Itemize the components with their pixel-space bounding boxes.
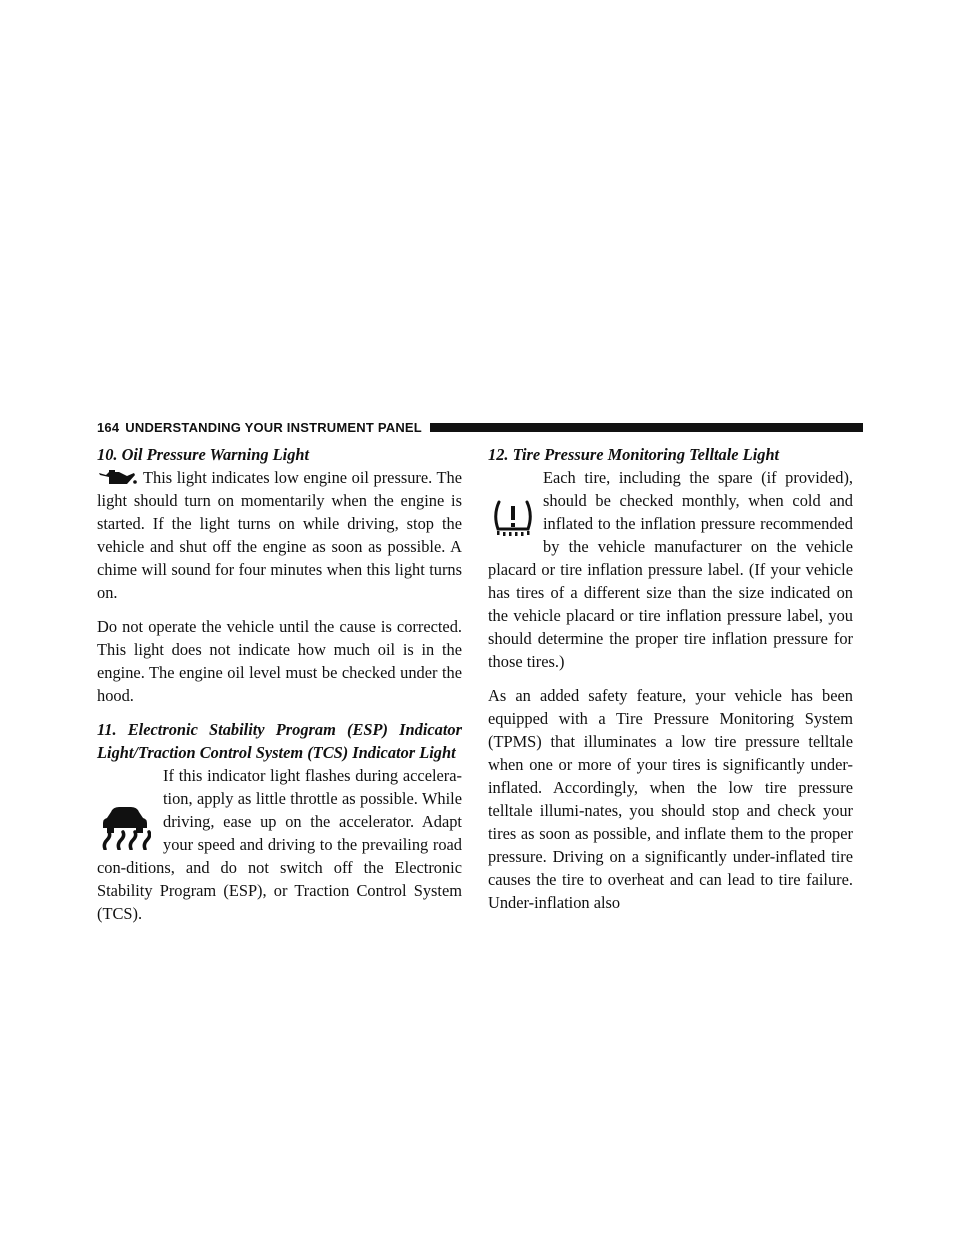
oil-pressure-text-2: Do not operate the vehicle until the cause is corrected. This light does not indicate how much oil is in the engine. The engine oil level must be checked under the hood. (97, 617, 462, 705)
left-column (97, 443, 462, 925)
page-number: 164 (97, 419, 120, 435)
section-title: UNDERSTANDING YOUR INSTRUMENT PANEL (125, 419, 422, 435)
skidding-car-icon (99, 806, 151, 850)
tpms-text: Each tire, including the spare (if provided), should be checked monthly, when cold and inflated to the inflation pressure recommended by the vehicle manufacturer on the vehicle placard or tire inflation pressure label. (If your vehicle has tires of a different size than the size indicated on the vehicle placard or tire inflation pressure label, you should determine the proper tire inflation pressure for those tires.) (488, 468, 853, 671)
tpms-section (488, 443, 853, 914)
esp-heading: 11. Electronic Stability Program (ESP) Indicator Light/Traction Control System (TCS) Indicator Light (97, 720, 462, 762)
page-header (97, 418, 863, 436)
tire-pressure-icon (490, 496, 536, 540)
tpms-text-2: As an added safety feature, your vehicle has been equipped with a Tire Pressure Monitoring System (TPMS) that illuminates a low tire pressure telltale when one or more of your tires is significantly under-inflated. Accordingly, when the low tire pressure telltale illumi-nates, you should stop and check your tires as soon as possible, and inflate them to the proper pressure. Driving on a significantly under-inflated tire causes the tire to overheat and can lead to tire failure. Under-inflation also (488, 686, 853, 912)
header-rule (430, 423, 863, 432)
oil-pressure-text: This light indicates low engine oil pressure. The light should turn on momentarily when the engine is started. If the light turns on while driving, stop the vehicle and shut off the engine as soon as possible. A chime will sound for four minutes when this light turns on. (97, 468, 462, 602)
oil-pressure-section (97, 443, 462, 707)
tpms-heading: 12. Tire Pressure Monitoring Telltale Light (488, 445, 780, 464)
right-column (488, 443, 853, 914)
oil-pressure-heading: 10. Oil Pressure Warning Light (97, 445, 310, 464)
oil-can-icon (97, 467, 137, 487)
esp-text: If this indicator light flashes during accelera-tion, apply as little throttle as possible. While driving, ease up on the accelerator. Adapt your speed and driving to the prevailing road con-ditions, and do not switch off the Electronic Stability Program (ESP), or Traction Control System (TCS). (97, 766, 462, 923)
esp-section (97, 718, 462, 925)
